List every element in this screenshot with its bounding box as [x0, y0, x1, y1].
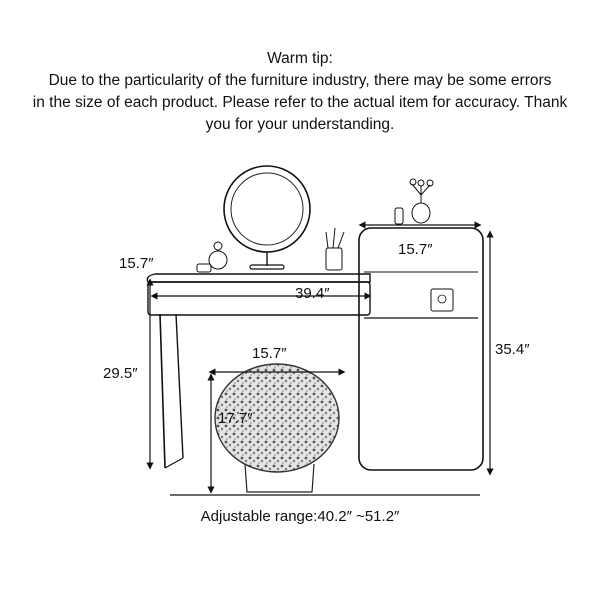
- desk-depth-label: 15.7″: [119, 255, 154, 272]
- desk-height-label: 29.5″: [103, 365, 138, 382]
- adjustable-range: Adjustable range:40.2″ ~51.2″: [200, 508, 400, 525]
- warm-tip-heading: Warm tip:: [267, 50, 333, 67]
- stool-width-label: 15.7″: [252, 345, 287, 362]
- cabinet-depth-label: 15.7″: [398, 241, 433, 258]
- warm-tip-line-2: in the size of each product. Please refer to the actual item for accuracy. Thank: [32, 94, 568, 111]
- warm-tip-line-1: Due to the particularity of the furniture industry, there may be some errors: [48, 72, 552, 89]
- cabinet: [359, 228, 483, 470]
- stool-height-label: 17.7″: [218, 410, 253, 427]
- round-mirror: [224, 166, 310, 269]
- warm-tip-line-3: you for your understanding.: [205, 116, 395, 133]
- cabinet-height-label: 35.4″: [495, 341, 530, 358]
- desk-width-label: 39.4″: [295, 285, 330, 302]
- vase-decor: [395, 179, 433, 224]
- fluffy-stool: [215, 364, 339, 492]
